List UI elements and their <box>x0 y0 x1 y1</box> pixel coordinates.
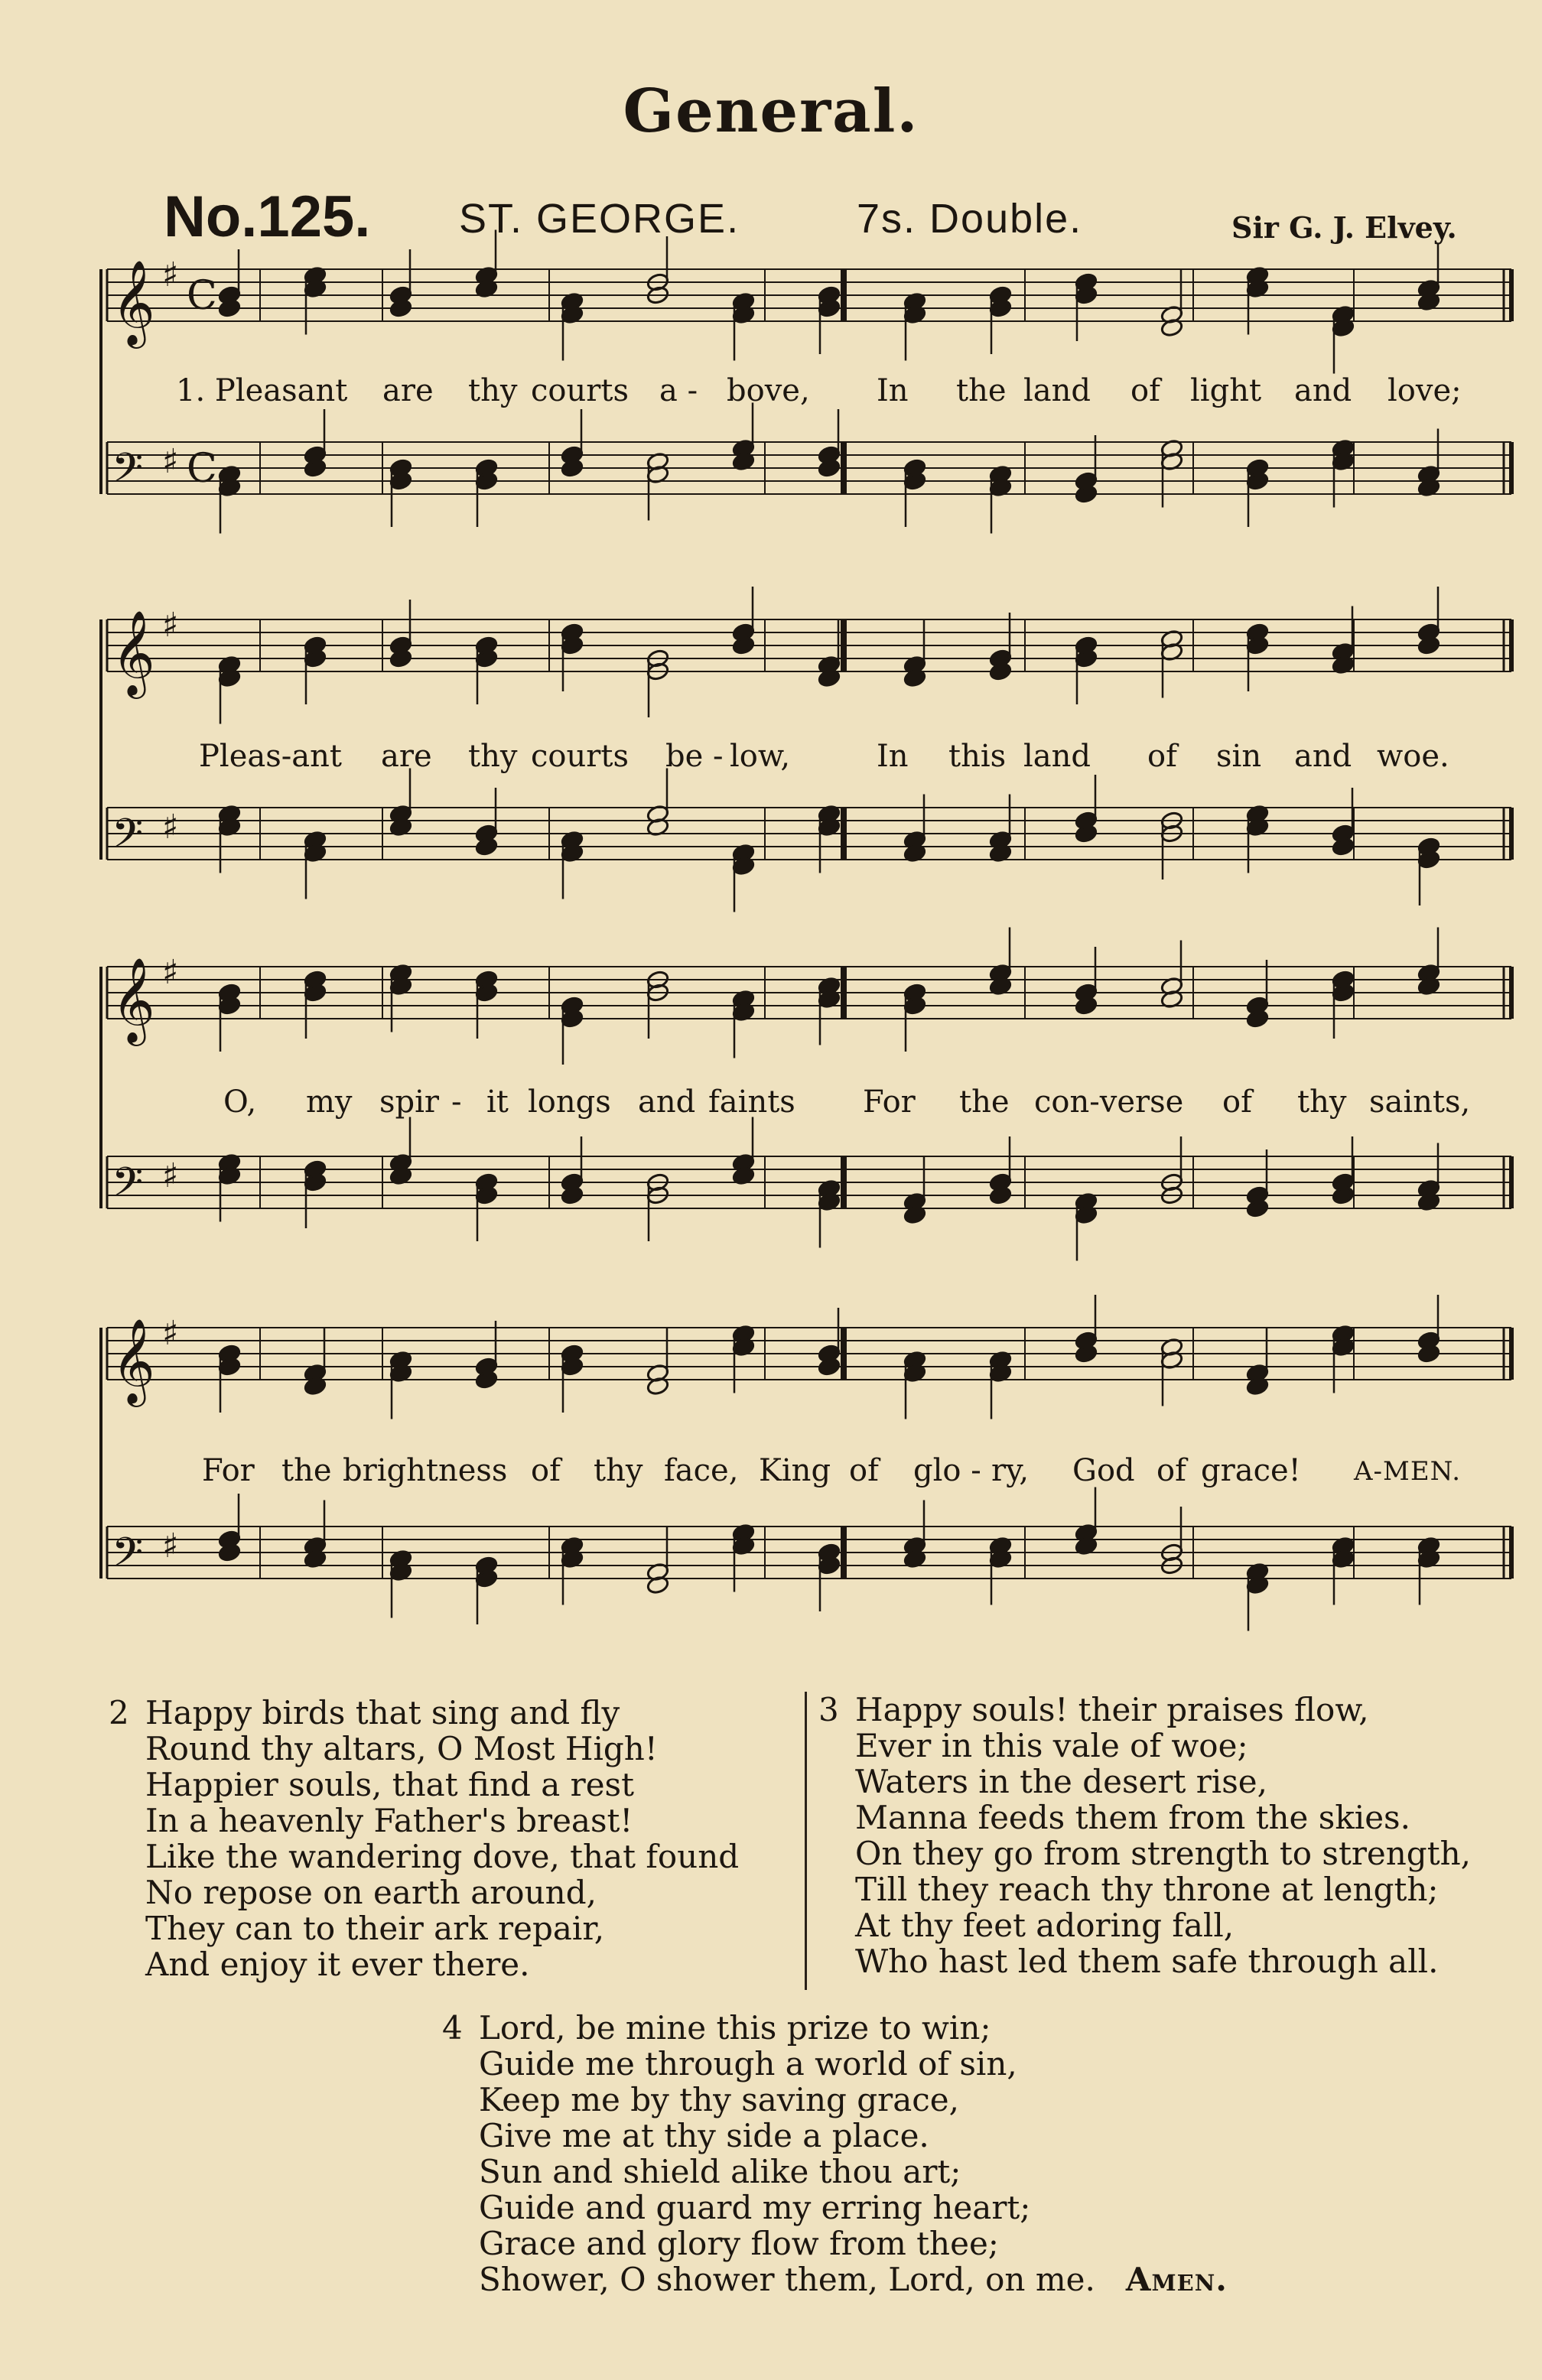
lyric-syllable: 1. Pleasant <box>176 373 348 408</box>
lyric-syllable: courts <box>531 739 629 774</box>
lyric-syllable: thy <box>468 739 518 774</box>
sharp-icon: ♯ <box>162 953 179 992</box>
lyric-syllable: low, <box>730 739 791 774</box>
lyric-syllable: longs <box>528 1084 611 1120</box>
stanza-line: In a heavenly Father's breast! <box>145 1802 633 1839</box>
stanza-line: Guide and guard my erring heart; <box>479 2189 1031 2226</box>
stanza-line: Waters in the desert rise, <box>855 1763 1267 1800</box>
lyric-syllable: con-verse <box>1034 1084 1184 1120</box>
stanza-line: Give me at thy side a place. <box>479 2117 929 2154</box>
lyric-syllable: it <box>486 1084 509 1120</box>
lyric-syllable: God <box>1072 1453 1135 1488</box>
lyric-syllable: ry, <box>991 1453 1030 1488</box>
lyric-line-3 <box>0 1084 1542 1123</box>
stanza-line: Ever in this vale of woe; <box>855 1727 1248 1764</box>
treble-clef-icon: 𝄞 <box>112 1318 155 1403</box>
stanza-3 <box>818 1692 1530 1979</box>
lyric-syllable: brightness <box>343 1453 508 1488</box>
bass-clef-icon: 𝄢 <box>112 811 144 867</box>
stanza-line: At thy feet adoring fall, <box>855 1907 1235 1944</box>
sharp-icon: ♯ <box>162 808 179 847</box>
lyric-syllable: of <box>1222 1084 1252 1120</box>
hymn-number: No.125. <box>164 184 371 249</box>
bass-clef-icon: 𝄢 <box>112 1530 144 1586</box>
stanza-line: Lord, be mine this prize to win; <box>479 2009 991 2047</box>
stanza-line <box>442 2261 1360 2297</box>
stanza-number: 2 <box>109 1694 129 1731</box>
lyric-syllable: sin <box>1216 739 1262 774</box>
lyric-syllable: thy <box>1297 1084 1347 1120</box>
hymn-meter: 7s. Double. <box>857 196 1083 242</box>
lyric-syllable: and <box>638 1084 696 1120</box>
treble-clef-icon: 𝄞 <box>112 610 155 695</box>
stanza-line: And enjoy it ever there. <box>145 1946 530 1983</box>
lyric-line-1 <box>0 373 1542 411</box>
lyric-syllable: spir <box>379 1084 440 1120</box>
common-time-icon: C <box>187 446 217 492</box>
lyric-syllable: of <box>849 1453 879 1488</box>
stanza-line: Manna feeds them from the skies. <box>855 1799 1410 1836</box>
lyric-syllable: the <box>956 373 1007 408</box>
stanza-line: Guide me through a world of sin, <box>479 2045 1017 2082</box>
stanza-number: 4 <box>442 2009 463 2047</box>
stanza-line: Grace and glory flow from thee; <box>479 2225 999 2262</box>
lyric-syllable: are <box>382 373 434 408</box>
bass-clef-icon: 𝄢 <box>112 1159 144 1216</box>
stanza-line: No repose on earth around, <box>145 1874 597 1911</box>
lyric-syllable: bove, <box>727 373 810 408</box>
stanza-line-text: Shower, O shower them, Lord, on me. <box>479 2261 1095 2298</box>
lyric-syllable: the <box>281 1453 332 1488</box>
lyric-syllable: land <box>1023 373 1091 408</box>
lyric-syllable: For <box>863 1084 916 1120</box>
lyric-syllable: thy <box>468 373 518 408</box>
treble-clef-icon: 𝄞 <box>112 957 155 1042</box>
lyric-syllable: O, <box>223 1084 257 1120</box>
stanza-4 <box>442 2010 1360 2297</box>
lyric-syllable: and <box>1294 373 1352 408</box>
amen-label: Amen. <box>1125 2261 1228 2298</box>
lyric-syllable: grace! <box>1201 1453 1301 1488</box>
sharp-icon: ♯ <box>162 1156 179 1195</box>
lyric-syllable: love; <box>1387 373 1462 408</box>
lyric-syllable: In <box>877 373 909 408</box>
stanza-line: Till they reach thy throne at length; <box>855 1871 1439 1908</box>
sharp-icon: ♯ <box>162 1527 179 1566</box>
lyric-syllable: be - <box>665 739 724 774</box>
stanza-divider <box>805 1692 807 1990</box>
lyric-syllable: - <box>451 1084 462 1120</box>
lyric-line-4 <box>0 1453 1542 1491</box>
stanza-line: Sun and shield alike thou art; <box>479 2153 961 2190</box>
stanza-line: They can to their ark repair, <box>145 1910 605 1947</box>
sharp-icon: ♯ <box>162 606 179 645</box>
stanza-line: On they go from strength to strength, <box>855 1835 1471 1872</box>
lyric-syllable: the <box>959 1084 1010 1120</box>
lyric-syllable: light <box>1190 373 1262 408</box>
sharp-icon: ♯ <box>162 442 179 481</box>
lyric-syllable: my <box>306 1084 353 1120</box>
stanza-line: Happy souls! their praises flow, <box>855 1691 1369 1728</box>
section-title: General. <box>623 76 919 146</box>
composer-name: Sir G. J. Elvey. <box>1231 210 1457 245</box>
lyric-syllable: A-MEN. <box>1354 1456 1462 1487</box>
lyric-syllable: of <box>531 1453 561 1488</box>
stanza-line: Round thy altars, O Most High! <box>145 1730 658 1767</box>
lyric-syllable: courts <box>531 373 629 408</box>
lyric-syllable: For <box>202 1453 255 1488</box>
lyric-syllable: glo - <box>913 1453 981 1488</box>
lyric-syllable: thy <box>594 1453 643 1488</box>
sharp-icon: ♯ <box>162 1314 179 1353</box>
stanza-line: Happier souls, that find a rest <box>145 1766 634 1803</box>
lyric-syllable: faints <box>708 1084 795 1120</box>
lyric-syllable: King <box>759 1453 831 1488</box>
bass-clef-icon: 𝄢 <box>112 445 144 502</box>
stanza-line: Keep me by thy saving grace, <box>479 2081 959 2118</box>
lyric-syllable: this <box>948 739 1007 774</box>
lyric-syllable: Pleas-ant <box>199 739 342 774</box>
lyric-syllable: face, <box>664 1453 739 1488</box>
lyric-syllable: In <box>877 739 909 774</box>
lyric-syllable: woe. <box>1377 739 1449 774</box>
lyric-syllable: saints, <box>1369 1084 1471 1120</box>
lyric-line-2 <box>0 739 1542 777</box>
stanza-line: Happy birds that sing and fly <box>145 1694 620 1731</box>
lyric-syllable: of <box>1147 739 1177 774</box>
stanza-2 <box>109 1695 789 1982</box>
sharp-icon: ♯ <box>162 255 179 294</box>
stanza-line: Like the wandering dove, that found <box>145 1838 740 1875</box>
lyric-syllable: land <box>1023 739 1091 774</box>
common-time-icon: C <box>187 273 217 319</box>
lyric-syllable: of <box>1130 373 1160 408</box>
stanza-number: 3 <box>818 1691 839 1728</box>
lyric-syllable: a - <box>659 373 698 408</box>
lyric-syllable: of <box>1156 1453 1186 1488</box>
stanza-line: Who hast led them safe through all. <box>855 1943 1439 1980</box>
lyric-syllable: and <box>1294 739 1352 774</box>
tune-name: ST. GEORGE. <box>459 196 740 242</box>
lyric-syllable: are <box>381 739 432 774</box>
treble-clef-icon: 𝄞 <box>112 259 155 345</box>
